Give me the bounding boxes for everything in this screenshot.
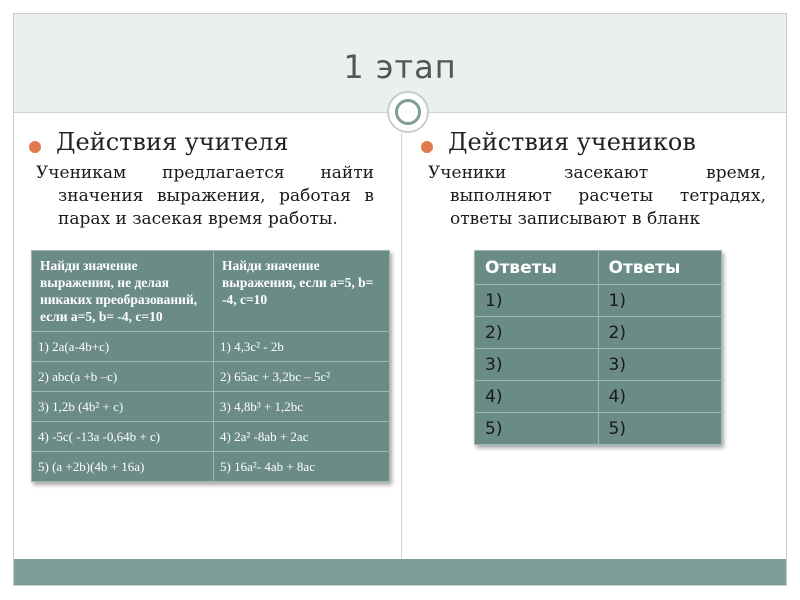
table-cell: 3) 1,2b (4b² + c) [32,392,214,422]
table-cell: 1) [598,285,722,317]
table-row [32,362,390,392]
table-cell: 2) [598,317,722,349]
bottom-band [14,559,786,585]
table-cell: 5) [475,413,599,445]
table-header-row [475,251,722,285]
table-cell: 2) [475,317,599,349]
table-row [32,332,390,362]
answers-table [474,250,722,445]
table-row [32,422,390,452]
table-cell: 3) [475,349,599,381]
table-cell: 2) 65ac + 3,2bc – 5c² [214,362,390,392]
table-row [475,381,722,413]
table-header-cell: Найди значение выражения, если a=5, b= -4, c=10 [214,251,390,332]
table-cell: 3) 4,8b³ + 1,2bc [214,392,390,422]
table-cell: 4) [598,381,722,413]
table-row [32,392,390,422]
table-cell: 3) [598,349,722,381]
table-cell: 2) abc(a +b –c) [32,362,214,392]
column-divider [401,133,402,558]
teacher-heading: Действия учителя [56,128,289,156]
table-header-cell: Найди значение выражения, не делая никаких преобразований, если a=5, b= -4, c=10 [32,251,214,332]
table-cell: 5) (a +2b)(4b + 16a) [32,452,214,482]
teacher-text: Ученикам предлагается найти значения выражения, работая в парах и засекая время работы. [36,163,374,229]
table-row [475,413,722,445]
table-cell: 1) 4,3c² - 2b [214,332,390,362]
table-cell: 5) 16a²- 4ab + 8ac [214,452,390,482]
students-text: Ученики засекают время, выполняют расчеты тетрадях, ответы записывают в бланк [428,163,766,229]
tasks-table [31,250,390,482]
table-row [475,349,722,381]
slide-title: 1 этап [343,48,457,86]
table-header-cell: Ответы [598,251,722,285]
table-cell: 1) 2a(a-4b+c) [32,332,214,362]
table-cell: 4) [475,381,599,413]
table-row [475,317,722,349]
table-cell: 4) -5c( -13a -0,64b + c) [32,422,214,452]
table-header-cell: Ответы [475,251,599,285]
table-cell: 5) [598,413,722,445]
table-cell: 4) 2a² -8ab + 2ac [214,422,390,452]
table-row [32,452,390,482]
divider-ornament-icon [387,91,429,133]
table-row [475,285,722,317]
students-heading: Действия учеников [448,128,696,156]
slide [13,13,787,586]
table-cell: 1) [475,285,599,317]
table-header-row [32,251,390,332]
bullet-icon [29,141,41,153]
bullet-icon [421,141,433,153]
